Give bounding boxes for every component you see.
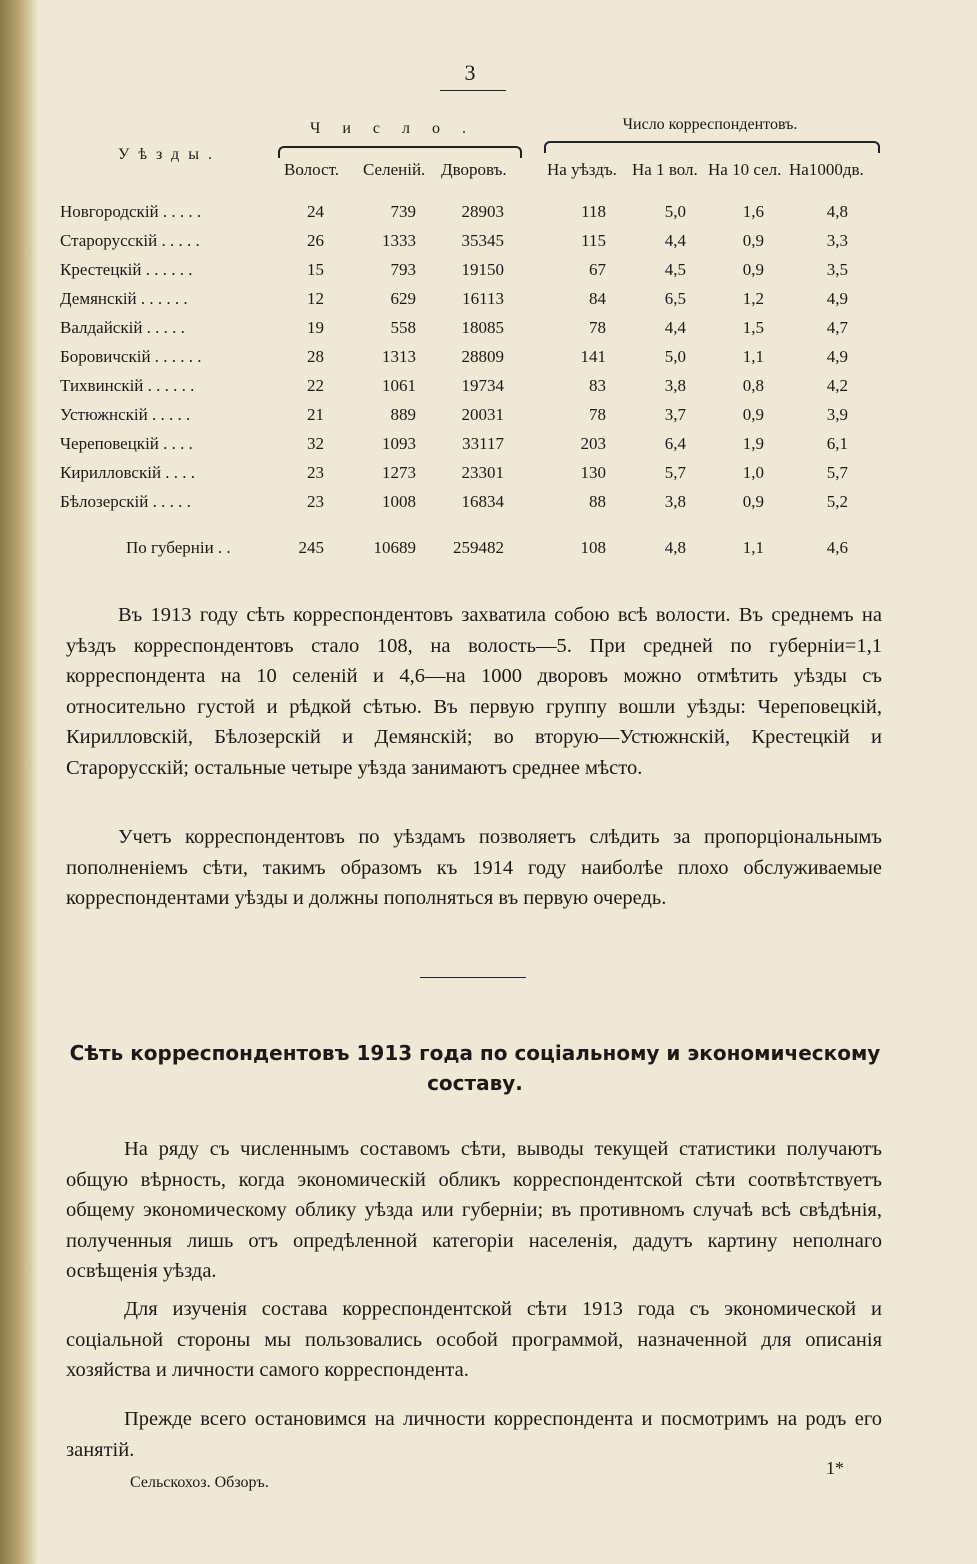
cell-na-1000-dv: 4,2 [826, 376, 848, 395]
cell-na-1-vol: 4,4 [664, 231, 686, 250]
cell-dvorov: 23301 [461, 463, 504, 482]
cell-volost: 21 [307, 405, 324, 424]
table-row [0, 289, 977, 315]
cell-na-uezd: 118 [581, 202, 606, 221]
col-head-na-1000-dv: На1000дв. [789, 160, 864, 179]
row-name: По губерніи . . [126, 538, 231, 557]
paragraph: Въ 1913 году сѣть корреспондентовъ захватила собою всѣ волости. Въ среднемъ на уѣздъ корреспондентовъ стало 108, на волость—5. При средней по губерніи=1,1 корреспондента на 10 селеній и 4,6—на 1000 дворовъ можно отмѣтить уѣзды съ относительно густой и рѣдкой сѣтью. Въ первую группу вошли уѣзды: Череповецкій, Кирилловскій, Бѣлозерскій и Демянскій; во вторую—Устюжнскій, Крестецкій и Старорусскій; остальные четыре уѣзда занимаютъ среднее мѣсто. [66, 604, 882, 779]
paragraph: На ряду съ численнымъ составомъ сѣти, выводы текущей статистики получаютъ общую вѣрность, когда экономическій обликъ корреспондентской сѣти соотвѣтствуетъ общему экономическому облику уѣзда или губерніи; въ противномъ случаѣ всѣ свѣдѣнія, полученныя лишь отъ опредѣленной категоріи населенія, дадутъ картину неполнаго освѣщенія уѣзда. [66, 1138, 882, 1282]
col-head-dvorov: Дворовъ. [441, 160, 507, 179]
section-title: Сѣть корреспондентовъ 1913 года по соціальному и экономическому составу. [69, 1041, 881, 1095]
cell-seleny: 1273 [382, 463, 416, 482]
cell-volost: 15 [307, 260, 324, 279]
row-name: Кирилловскій . . . . [60, 463, 196, 482]
table-total-row [0, 538, 977, 564]
row-name: Череповецкій . . . . [60, 434, 193, 453]
cell-na-10-sel: 1,0 [742, 463, 764, 482]
cell-na-1000-dv: 3,3 [826, 231, 848, 250]
cell-na-1000-dv: 5,2 [826, 492, 848, 511]
cell-na-uezd: 108 [580, 538, 606, 557]
cell-na-1-vol: 3,8 [664, 376, 686, 395]
header-brace-chislo [278, 146, 522, 158]
paragraph: Для изученія состава корреспондентской сѣти 1913 года съ экономической и соціальной стороны мы пользовались особой программой, назначенной для описанія хозяйства и личности самого корреспондента. [66, 1298, 882, 1381]
cell-dvorov: 259482 [453, 538, 504, 557]
cell-dvorov: 35345 [461, 231, 504, 250]
table-row [0, 202, 977, 228]
cell-na-uezd: 83 [589, 376, 606, 395]
table-row [0, 405, 977, 431]
cell-seleny: 1093 [382, 434, 416, 453]
row-name: Валдайскій . . . . . [60, 318, 185, 337]
cell-volost: 28 [307, 347, 324, 366]
cell-na-1000-dv: 3,5 [826, 260, 848, 279]
header-brace-korrespondentov [544, 141, 880, 153]
cell-seleny: 558 [390, 318, 416, 337]
col-head-na-1-vol: На 1 вол. [632, 160, 698, 179]
cell-na-uezd: 141 [580, 347, 606, 366]
cell-volost: 22 [307, 376, 324, 395]
cell-na-1-vol: 4,4 [664, 318, 686, 337]
cell-seleny: 1008 [382, 492, 416, 511]
paragraph: Учетъ корреспондентовъ по уѣздамъ позволяетъ слѣдить за пропорціональнымъ пополненіемъ сѣти, такимъ образомъ къ 1914 году наиболѣе плохо обслуживаемые корреспондентами уѣзды и должны пополняться въ первую очередь. [66, 826, 882, 909]
cell-na-10-sel: 0,9 [742, 231, 764, 250]
cell-na-1000-dv: 3,9 [826, 405, 848, 424]
cell-na-10-sel: 0,8 [742, 376, 764, 395]
cell-na-1000-dv: 6,1 [826, 434, 848, 453]
cell-na-uezd: 203 [580, 434, 606, 453]
section-divider [420, 977, 526, 978]
table-row [0, 260, 977, 286]
cell-na-1000-dv: 4,9 [826, 347, 848, 366]
cell-na-uezd: 78 [589, 318, 606, 337]
cell-volost: 32 [307, 434, 324, 453]
cell-seleny: 629 [390, 289, 416, 308]
col-head-na-uezd: На уѣздъ. [547, 160, 617, 179]
cell-na-10-sel: 1,9 [742, 434, 764, 453]
footer-sheet-mark: 1* [826, 1458, 844, 1478]
cell-na-1000-dv: 5,7 [826, 463, 848, 482]
cell-na-1-vol: 4,5 [664, 260, 686, 279]
cell-na-1000-dv: 4,8 [826, 202, 848, 221]
cell-dvorov: 16113 [462, 289, 504, 308]
cell-volost: 23 [307, 463, 324, 482]
row-name: Крестецкій . . . . . . [60, 260, 193, 279]
table-row [0, 347, 977, 373]
cell-na-10-sel: 1,6 [742, 202, 764, 221]
row-name: Старорусскій . . . . . [60, 231, 200, 250]
table-row [0, 463, 977, 489]
paragraph: Прежде всего остановимся на личности корреспондента и посмотримъ на родъ его занятій. [66, 1408, 882, 1461]
cell-volost: 19 [307, 318, 324, 337]
cell-na-1000-dv: 4,9 [826, 289, 848, 308]
row-name: Бѣлозерскій . . . . . [60, 492, 191, 511]
table-head-korrespondentov: Число корреспондентовъ. [622, 116, 798, 133]
cell-na-10-sel: 1,5 [742, 318, 764, 337]
cell-volost: 23 [307, 492, 324, 511]
cell-na-10-sel: 0,9 [742, 405, 764, 424]
col-head-na-10-sel: На 10 сел. [708, 160, 782, 179]
cell-na-1-vol: 6,5 [664, 289, 686, 308]
cell-dvorov: 19150 [461, 260, 504, 279]
cell-volost: 24 [307, 202, 324, 221]
cell-na-10-sel: 0,9 [742, 260, 764, 279]
cell-seleny: 1061 [382, 376, 416, 395]
table-row [0, 376, 977, 402]
row-name: Боровичскій . . . . . . [60, 347, 202, 366]
row-name: Демянскій . . . . . . [60, 289, 188, 308]
cell-na-1-vol: 5,7 [664, 463, 686, 482]
cell-seleny: 1313 [382, 347, 416, 366]
row-name: Тихвинскій . . . . . . [60, 376, 195, 395]
table-row [0, 492, 977, 518]
cell-na-uezd: 115 [581, 231, 606, 250]
table-row [0, 434, 977, 460]
cell-na-10-sel: 1,2 [742, 289, 764, 308]
cell-seleny: 739 [390, 202, 416, 221]
cell-dvorov: 16834 [461, 492, 504, 511]
cell-na-1-vol: 5,0 [664, 202, 686, 221]
cell-na-1-vol: 3,8 [664, 492, 686, 511]
footer-signature: Сельскохоз. Обзоръ. [130, 1474, 269, 1491]
cell-na-10-sel: 0,9 [742, 492, 764, 511]
cell-volost: 26 [307, 231, 324, 250]
cell-dvorov: 18085 [461, 318, 504, 337]
col-head-seleny: Селеній. [363, 160, 426, 179]
cell-seleny: 793 [390, 260, 416, 279]
cell-na-uezd: 67 [589, 260, 606, 279]
cell-na-1000-dv: 4,7 [826, 318, 848, 337]
cell-na-10-sel: 1,1 [742, 347, 764, 366]
cell-na-uezd: 84 [589, 289, 606, 308]
cell-na-1-vol: 5,0 [664, 347, 686, 366]
cell-na-10-sel: 1,1 [742, 538, 764, 557]
cell-na-1000-dv: 4,6 [826, 538, 848, 557]
cell-volost: 12 [307, 289, 324, 308]
cell-dvorov: 33117 [462, 434, 504, 453]
page-number-rule [440, 90, 506, 91]
cell-na-1-vol: 3,7 [664, 405, 686, 424]
cell-seleny: 889 [390, 405, 416, 424]
page-number: 3 [464, 60, 476, 85]
row-name: Новгородскій . . . . . [60, 202, 202, 221]
cell-volost: 245 [298, 538, 324, 557]
cell-na-1-vol: 6,4 [664, 434, 686, 453]
cell-na-1-vol: 4,8 [664, 538, 686, 557]
cell-seleny: 1333 [382, 231, 416, 250]
cell-na-uezd: 130 [580, 463, 606, 482]
cell-dvorov: 28903 [461, 202, 504, 221]
cell-dvorov: 20031 [461, 405, 504, 424]
table-row [0, 318, 977, 344]
table-head-chislo: Число. [309, 120, 489, 137]
table-head-uezdy: Уѣзды. [118, 146, 221, 163]
cell-dvorov: 28809 [461, 347, 504, 366]
cell-na-uezd: 78 [589, 405, 606, 424]
cell-dvorov: 19734 [461, 376, 504, 395]
table-row [0, 231, 977, 257]
row-name: Устюжнскій . . . . . [60, 405, 191, 424]
cell-na-uezd: 88 [589, 492, 606, 511]
col-head-volost: Волост. [284, 160, 339, 179]
cell-seleny: 10689 [373, 538, 416, 557]
